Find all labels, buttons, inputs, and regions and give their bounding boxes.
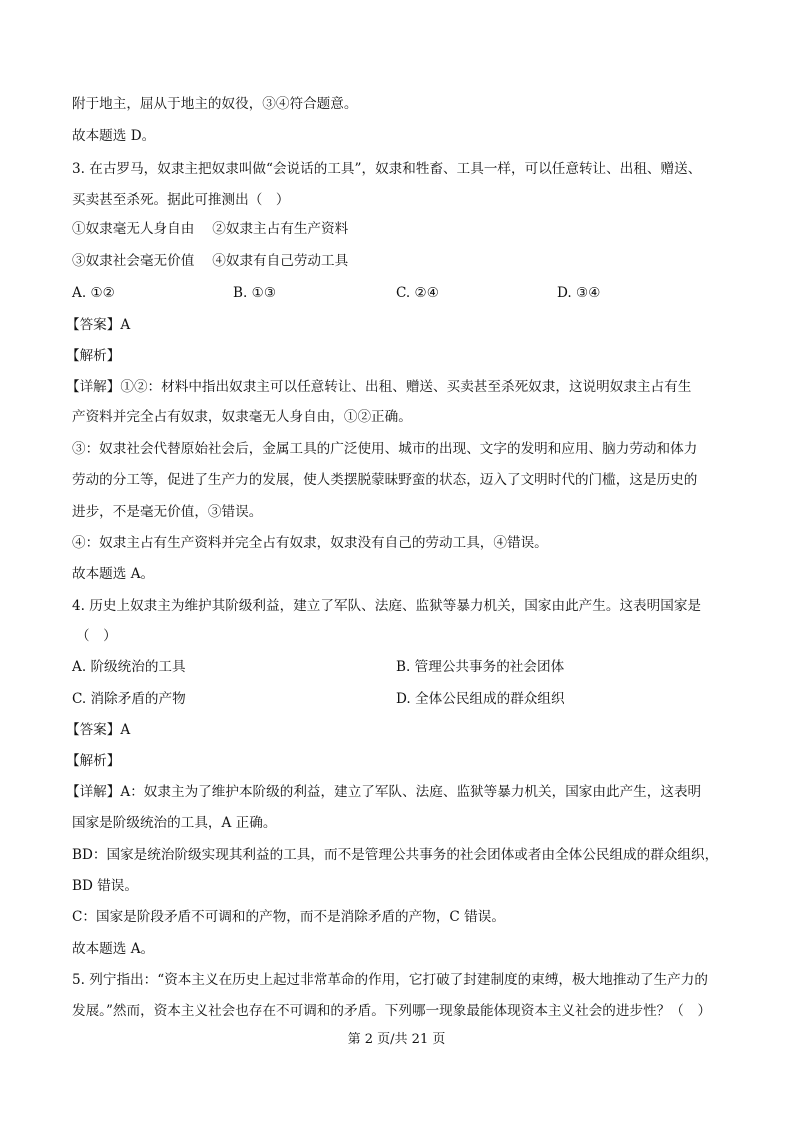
question-3-option-d: D. ③④ <box>557 285 601 301</box>
analysis-label: 【解析】 <box>66 753 121 769</box>
analysis-label: 【解析】 <box>66 348 121 364</box>
question-4-option-b: B. 管理公共事务的社会团体 <box>396 659 565 675</box>
explanation-line: 【详解】①②：材料中指出奴隶主可以任意转让、出租、赠送、买卖甚至杀死奴隶，这说明奴隶主占有生 <box>66 379 692 395</box>
conclusion-line: 故本题选 A。 <box>72 566 155 582</box>
text-line: 附于地主，屈从于地主的奴役，③④符合题意。 <box>72 96 358 112</box>
answer-label: 【答案】A <box>66 317 131 333</box>
explanation-line: ④：奴隶主占有生产资料并完全占有奴隶，奴隶没有自己的劳动工具，④错误。 <box>72 535 548 551</box>
question-4-option-a: A. 阶级统治的工具 <box>72 659 186 675</box>
question-3-option-a: A. ①② <box>72 285 115 301</box>
question-4-option-c: C. 消除矛盾的产物 <box>72 691 186 707</box>
question-3-stem: 买卖甚至杀死。据此可推测出（ ） <box>72 192 290 208</box>
question-3-option-b: B. ①③ <box>233 285 277 301</box>
question-4-stem: 4. 历史上奴隶主为维护其阶级利益，建立了军队、法庭、监狱等暴力机关，国家由此产生。这表明国家是 <box>72 598 702 614</box>
explanation-line: BD 错误。 <box>72 878 138 894</box>
question-3-stem: 3. 在古罗马，奴隶主把奴隶叫做“会说话的工具”，奴隶和牲畜、工具一样，可以任意转让、出租、赠送、 <box>72 161 702 177</box>
explanation-line: 劳动的分工等，促进了生产力的发展，使人类摆脱蒙昧野蛮的状态，迈入了文明时代的门槛，这是历史的 <box>72 472 698 488</box>
question-5-stem: 发展。”然而，资本主义社会也存在不可调和的矛盾。下列哪一现象最能体现资本主义社会的进步性？（ ） <box>72 1003 712 1019</box>
question-4-option-d: D. 全体公民组成的群众组织 <box>396 691 565 707</box>
explanation-line: ③：奴隶社会代替原始社会后，金属工具的广泛使用、城市的出现、文字的发明和应用、脑力劳动和体力 <box>72 441 698 457</box>
explanation-line: 进步，不是毫无价值，③错误。 <box>72 504 263 520</box>
question-5-stem: 5. 列宁指出：“资本主义在历史上起过非常革命的作用，它打破了封建制度的束缚，极大地推动了生产力的 <box>72 972 708 988</box>
page-footer: 第 2 页/共 21 页 <box>347 1032 446 1047</box>
explanation-line: C：国家是阶段矛盾不可调和的产物，而不是消除矛盾的产物，C 错误。 <box>72 909 505 925</box>
question-3-option-c: C. ②④ <box>396 285 439 301</box>
question-4-stem: （ ） <box>76 628 117 644</box>
answer-label: 【答案】A <box>66 722 131 738</box>
explanation-line: 【详解】A：奴隶主为了维护本阶级的利益，建立了军队、法庭、监狱等暴力机关，国家由此产生，这表明 <box>66 784 702 800</box>
explanation-line: 产资料并完全占有奴隶，奴隶毫无人身自由，①②正确。 <box>72 409 412 425</box>
conclusion-line: 故本题选 A。 <box>72 941 155 957</box>
explanation-line: BD：国家是统治阶级实现其利益的工具，而不是管理公共事务的社会团体或者由全体公民组成的群众组织， <box>72 847 719 863</box>
question-3-statement: ①奴隶毫无人身自由 ②奴隶主占有生产资料 <box>72 221 349 237</box>
explanation-line: 国家是阶级统治的工具，A 正确。 <box>72 815 277 831</box>
text-line: 故本题选 D。 <box>72 128 156 144</box>
question-3-statement: ③奴隶社会毫无价值 ④奴隶有自己劳动工具 <box>72 253 349 269</box>
